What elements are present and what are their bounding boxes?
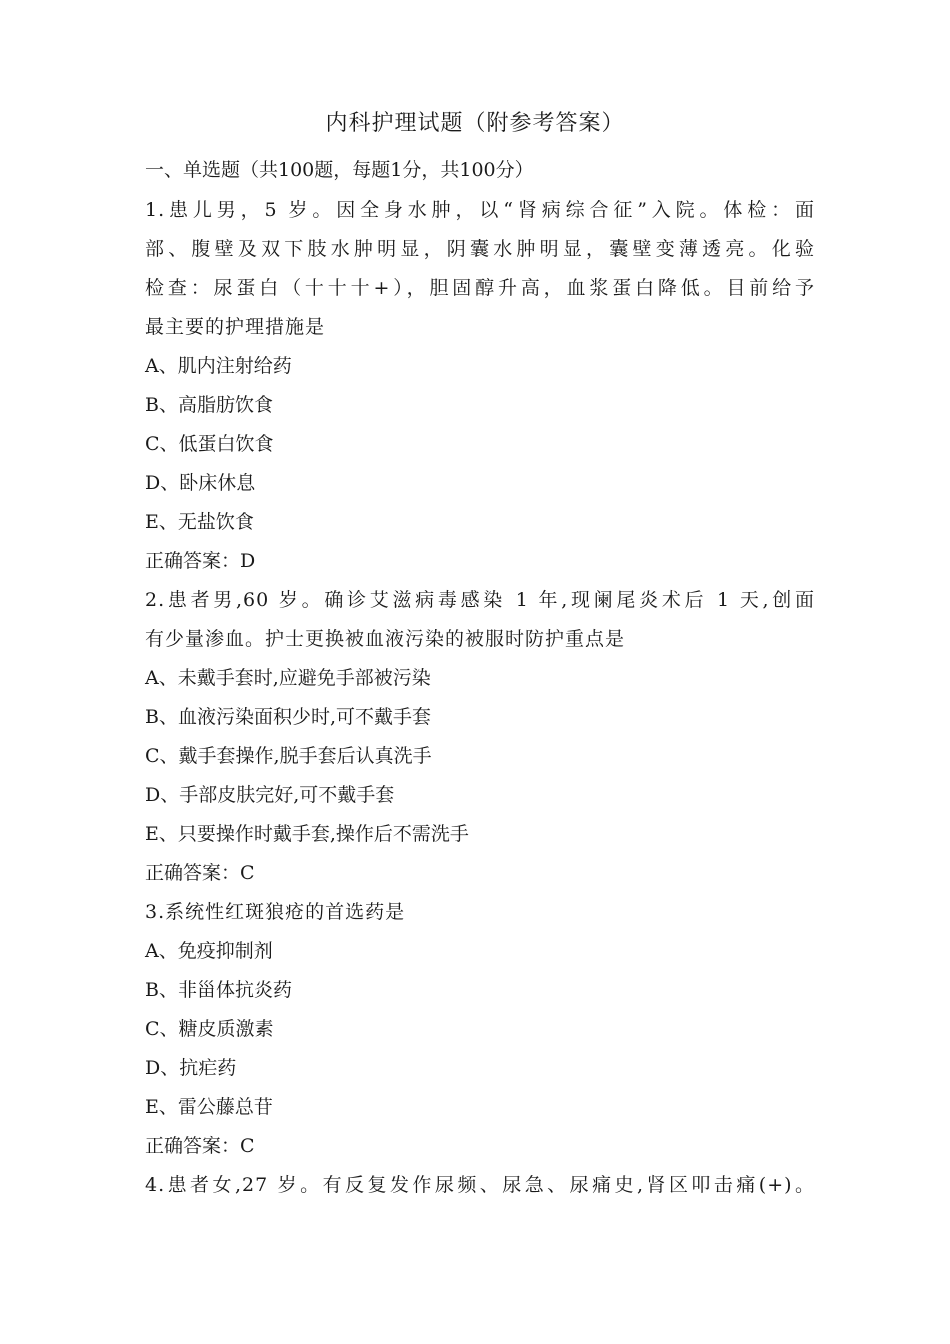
- question-1-option-d: D、卧床休息: [145, 472, 256, 494]
- question-2-stem-line: 有少量渗血。护士更换被血液污染的被服时防护重点是: [145, 628, 626, 650]
- question-4-stem-line: 4.患者女,27 岁。有反复发作尿频、尿急、尿痛史,肾区叩击痛(+)。: [145, 1174, 815, 1196]
- question-3-option-c: C、糖皮质激素: [145, 1018, 274, 1040]
- question-3-option-d: D、抗疟药: [145, 1057, 237, 1079]
- question-1-stem-line: 部、腹壁及双下肢水肿明显，阴囊水肿明显，囊壁变薄透亮。化验: [145, 238, 815, 260]
- question-3-stem-line: 3.系统性红斑狼疮的首选药是: [145, 901, 406, 923]
- question-3-answer: 正确答案：C: [145, 1135, 255, 1157]
- question-1-option-a: A、肌内注射给药: [145, 355, 292, 377]
- question-2-option-a: A、未戴手套时,应避免手部被污染: [145, 667, 431, 689]
- question-2-option-b: B、血液污染面积少时,可不戴手套: [145, 706, 432, 728]
- question-3-option-a: A、免疫抑制剂: [145, 940, 273, 962]
- question-2-stem-line: 2.患者男,60 岁。确诊艾滋病毒感染 1 年,现阑尾炎术后 1 天,创面: [145, 589, 815, 611]
- section-heading: 一、单选题（共100题，每题1分，共100分）: [145, 159, 534, 181]
- document-title: 内科护理试题（附参考答案）: [325, 111, 625, 136]
- question-1-option-c: C、低蛋白饮食: [145, 433, 274, 455]
- question-3-option-e: E、雷公藤总苷: [145, 1096, 273, 1118]
- question-1-stem-line: 检查：尿蛋白（十十十+），胆固醇升高，血浆蛋白降低。目前给予: [145, 277, 815, 299]
- question-1-option-b: B、高脂肪饮食: [145, 394, 273, 416]
- question-1-option-e: E、无盐饮食: [145, 511, 254, 533]
- question-3-option-b: B、非甾体抗炎药: [145, 979, 292, 1001]
- question-1-stem-line: 1.患儿男，5 岁。因全身水肿，以“肾病综合征”入院。体检：面: [145, 199, 815, 221]
- question-1-stem-line: 最主要的护理措施是: [145, 316, 326, 338]
- question-2-option-c: C、戴手套操作,脱手套后认真洗手: [145, 745, 432, 767]
- question-2-option-d: D、手部皮肤完好,可不戴手套: [145, 784, 395, 806]
- question-2-answer: 正确答案：C: [145, 862, 255, 884]
- question-2-option-e: E、只要操作时戴手套,操作后不需洗手: [145, 823, 469, 845]
- question-1-answer: 正确答案：D: [145, 550, 256, 572]
